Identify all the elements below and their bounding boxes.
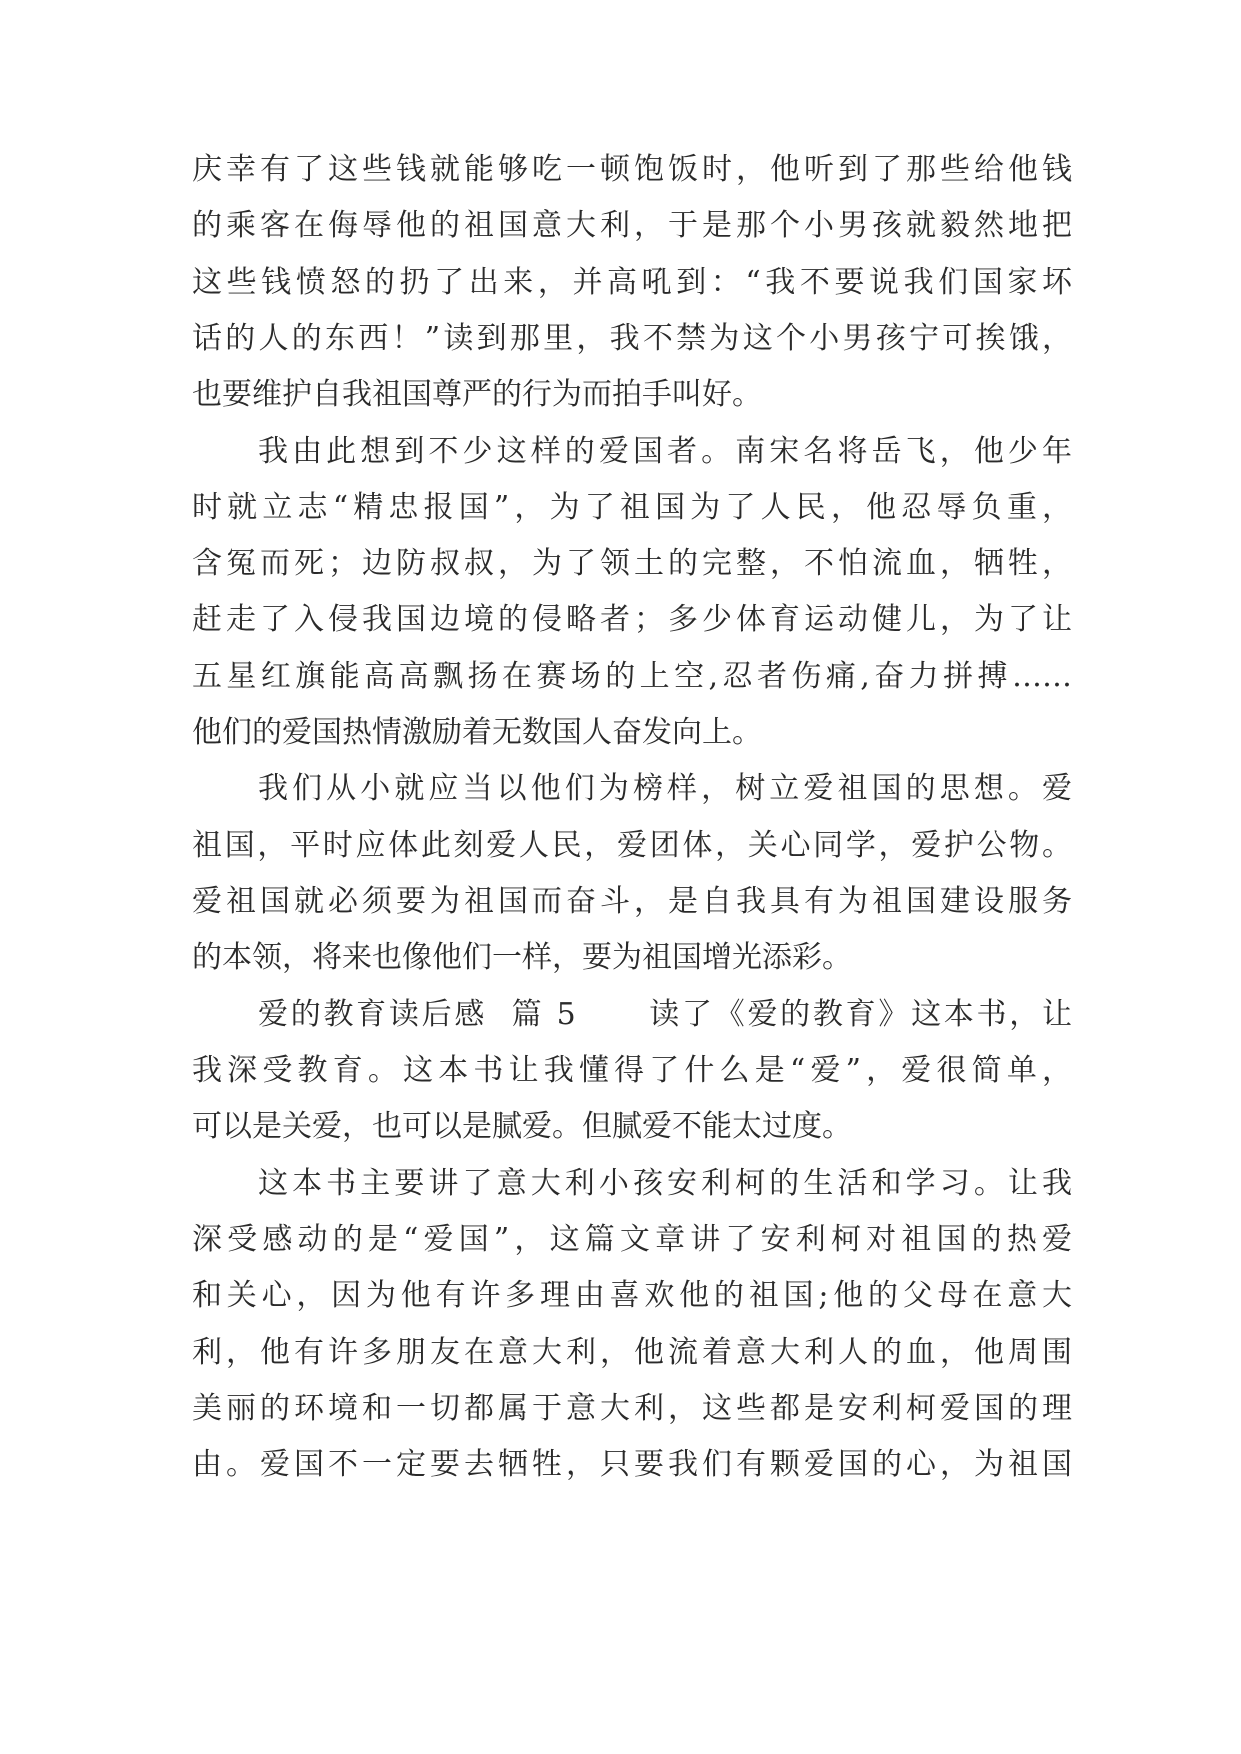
paragraph-first-line: 我由此想到不少这样的爱国者。南宋名将岳飞，他少年	[258, 434, 1072, 469]
text-line: 和关心，因为他有许多理由喜欢他的祖国;他的父母在意大	[192, 1278, 1072, 1313]
text-line: 五星红旗能高高飘扬在赛场的上空,忍者伤痛,奋力拼搏……	[192, 659, 1072, 694]
section-heading-line: 爱的教育读后感 篇 5 读了《爱的教育》这本书，让	[258, 997, 1072, 1032]
text-line: 祖国，平时应体此刻爱人民，爱团体，关心同学，爱护公物。	[192, 828, 1072, 863]
text-line: 话的人的东西！”读到那里，我不禁为这个小男孩宁可挨饿，	[192, 321, 1072, 356]
text-line: 爱祖国就必须要为祖国而奋斗，是自我具有为祖国建设服务	[192, 884, 1072, 919]
text-line: 的本领，将来也像他们一样，要为祖国增光添彩。	[192, 940, 852, 975]
text-line: 这些钱愤怒的扔了出来，并高吼到：“我不要说我们国家坏	[192, 265, 1072, 300]
paragraph-first-line: 我们从小就应当以他们为榜样，树立爱祖国的思想。爱	[258, 771, 1072, 806]
text-line: 赶走了入侵我国边境的侵略者；多少体育运动健儿，为了让	[192, 602, 1072, 637]
text-line: 也要维护自我祖国尊严的行为而拍手叫好。	[192, 377, 762, 412]
text-line: 利，他有许多朋友在意大利，他流着意大利人的血，他周围	[192, 1335, 1072, 1370]
text-line: 美丽的环境和一切都属于意大利，这些都是安利柯爱国的理	[192, 1391, 1072, 1426]
text-line: 含冤而死；边防叔叔，为了领土的完整，不怕流血，牺牲，	[192, 546, 1072, 581]
text-line: 他们的爱国热情激励着无数国人奋发向上。	[192, 715, 762, 750]
text-line: 由。爱国不一定要去牺牲，只要我们有颗爱国的心，为祖国	[192, 1447, 1072, 1482]
text-line: 的乘客在侮辱他的祖国意大利，于是那个小男孩就毅然地把	[192, 208, 1072, 243]
text-line: 时就立志“精忠报国”，为了祖国为了人民，他忍辱负重，	[192, 490, 1072, 525]
text-line: 深受感动的是“爱国”，这篇文章讲了安利柯对祖国的热爱	[192, 1222, 1072, 1257]
text-line: 我深受教育。这本书让我懂得了什么是“爱”，爱很简单，	[192, 1053, 1072, 1088]
text-line: 可以是关爱，也可以是腻爱。但腻爱不能太过度。	[192, 1109, 852, 1144]
paragraph-first-line: 这本书主要讲了意大利小孩安利柯的生活和学习。让我	[258, 1166, 1072, 1201]
text-line: 庆幸有了这些钱就能够吃一顿饱饭时，他听到了那些给他钱	[192, 152, 1072, 187]
